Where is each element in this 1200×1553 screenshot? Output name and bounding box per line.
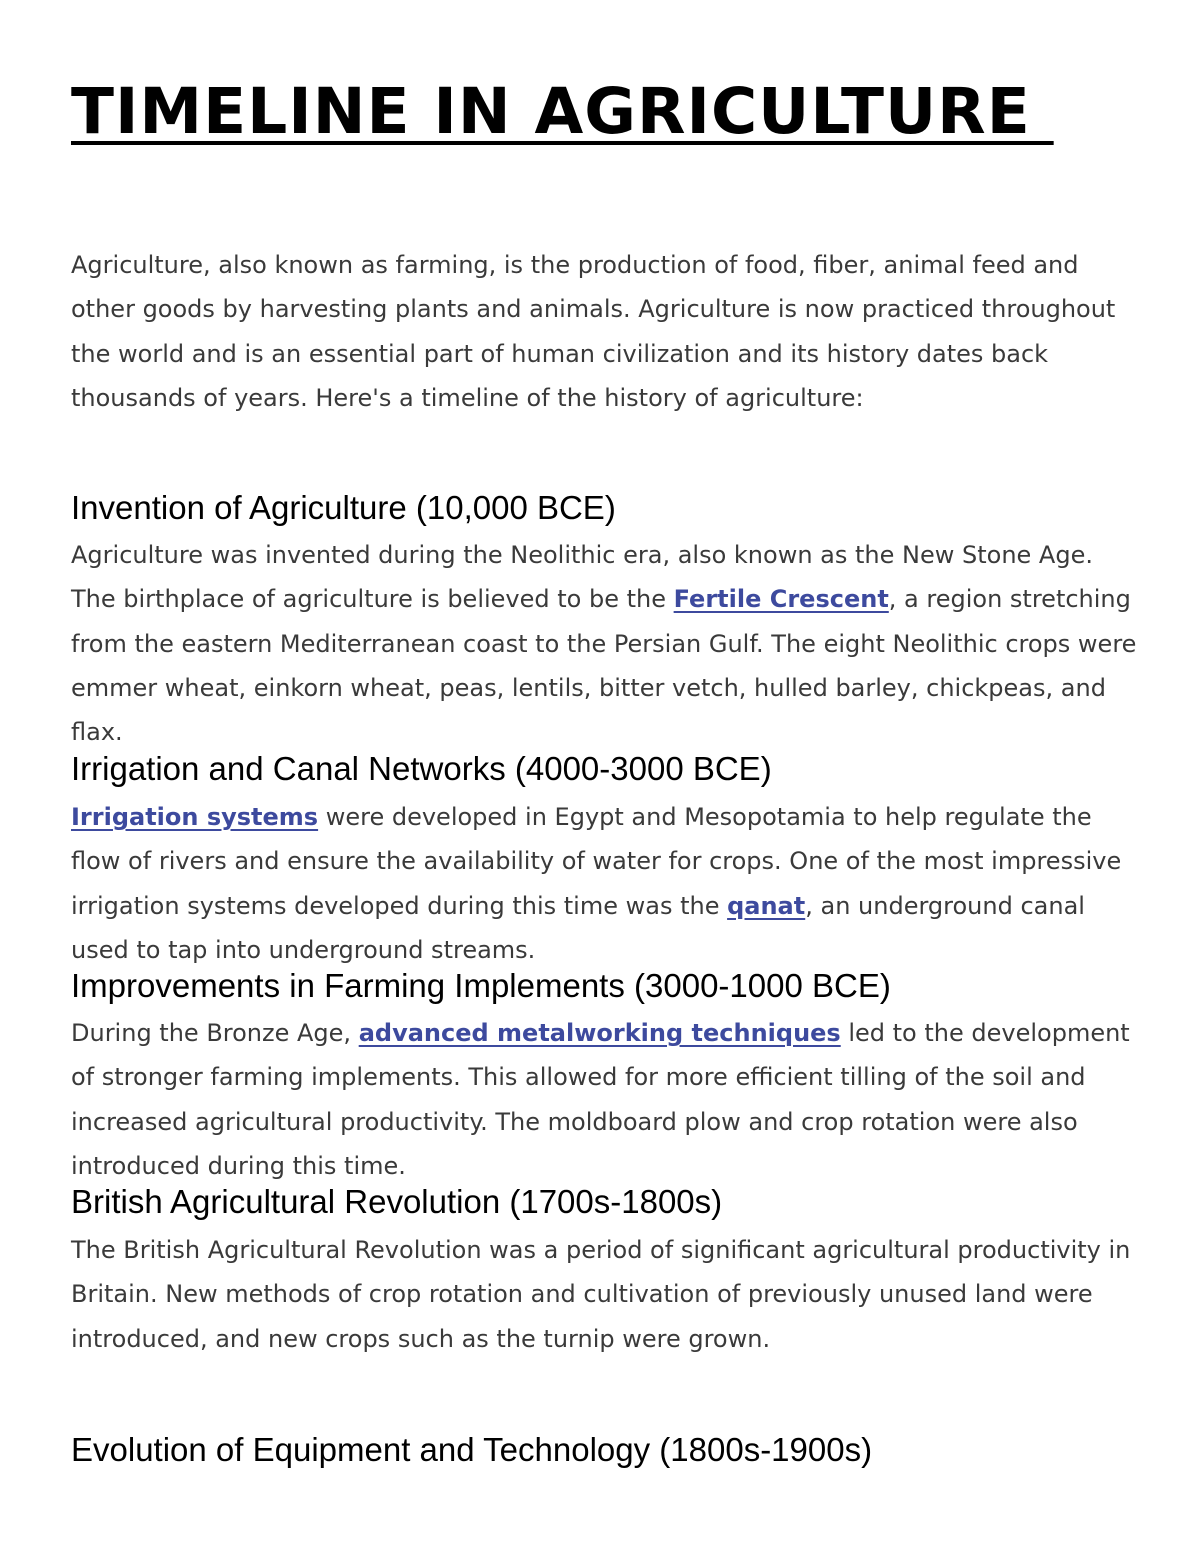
intro-paragraph: Agriculture, also known as farming, is the production of food, fiber, animal feed and other goods by harvesting plants and animals. Agriculture is now practiced throughout the world and is an essential part of human civilization and its history dates back thousands of years. Here's a timeline of the history of agriculture: bbox=[71, 251, 1116, 412]
section-heading-invention: Invention of Agriculture (10,000 BCE) bbox=[71, 489, 616, 526]
section-paragraph-british-revolution: The British Agricultural Revolution was a period of significant agricultural productivity in Britain. New methods of crop rotation and cultivation of previously unused land were introduced, and new crops such as the turnip were grown. bbox=[71, 1236, 1131, 1353]
section-heading-irrigation: Irrigation and Canal Networks (4000-3000 BCE) bbox=[71, 750, 772, 787]
section-paragraph-implements bbox=[71, 1011, 1141, 1188]
link-irrigation-systems[interactable]: Irrigation systems bbox=[71, 803, 319, 831]
section-text: were developed in Egypt and Mesopotamia to help regulate the flow of rivers and ensure the availability of water for crops. One of the most impressive irrigation systems developed during this time was the bbox=[71, 803, 1122, 920]
section-text: During the Bronze Age, bbox=[71, 1019, 359, 1047]
page-title: TIMELINE IN AGRICULTURE bbox=[71, 75, 1054, 148]
link-qanat[interactable]: qanat bbox=[727, 891, 806, 920]
section-text: , an underground canal used to tap into underground streams. bbox=[71, 891, 1085, 964]
section-paragraph-invention bbox=[71, 533, 1141, 754]
link-advanced-metalworking[interactable]: advanced metalworking techniques bbox=[358, 1019, 841, 1047]
link-fertile-crescent[interactable]: Fertile Crescent bbox=[673, 585, 889, 614]
section-text: led to the development of stronger farming implements. This allowed for more efficient tilling of the soil and increased agricultural productivity. The moldboard plow and crop rotation were also introduced during this time. bbox=[71, 1019, 1130, 1180]
section-text: , a region stretching from the eastern Mediterranean coast to the Persian Gulf. The eight Neolithic crops were emmer wheat, einkorn wheat, peas, lentils, bitter vetch, hulled barley, chickpeas, and flax. bbox=[71, 585, 1137, 747]
section-heading-implements: Improvements in Farming Implements (3000-1000 BCE) bbox=[71, 967, 891, 1004]
section-paragraph-irrigation bbox=[71, 795, 1141, 972]
section-heading-british-revolution: British Agricultural Revolution (1700s-1800s) bbox=[71, 1183, 723, 1220]
section-text: Agriculture was invented during the Neolithic era, also known as the New Stone Age. The birthplace of agriculture is believed to be the bbox=[71, 541, 1093, 614]
section-heading-equipment-technology: Evolution of Equipment and Technology (1800s-1900s) bbox=[71, 1431, 873, 1468]
